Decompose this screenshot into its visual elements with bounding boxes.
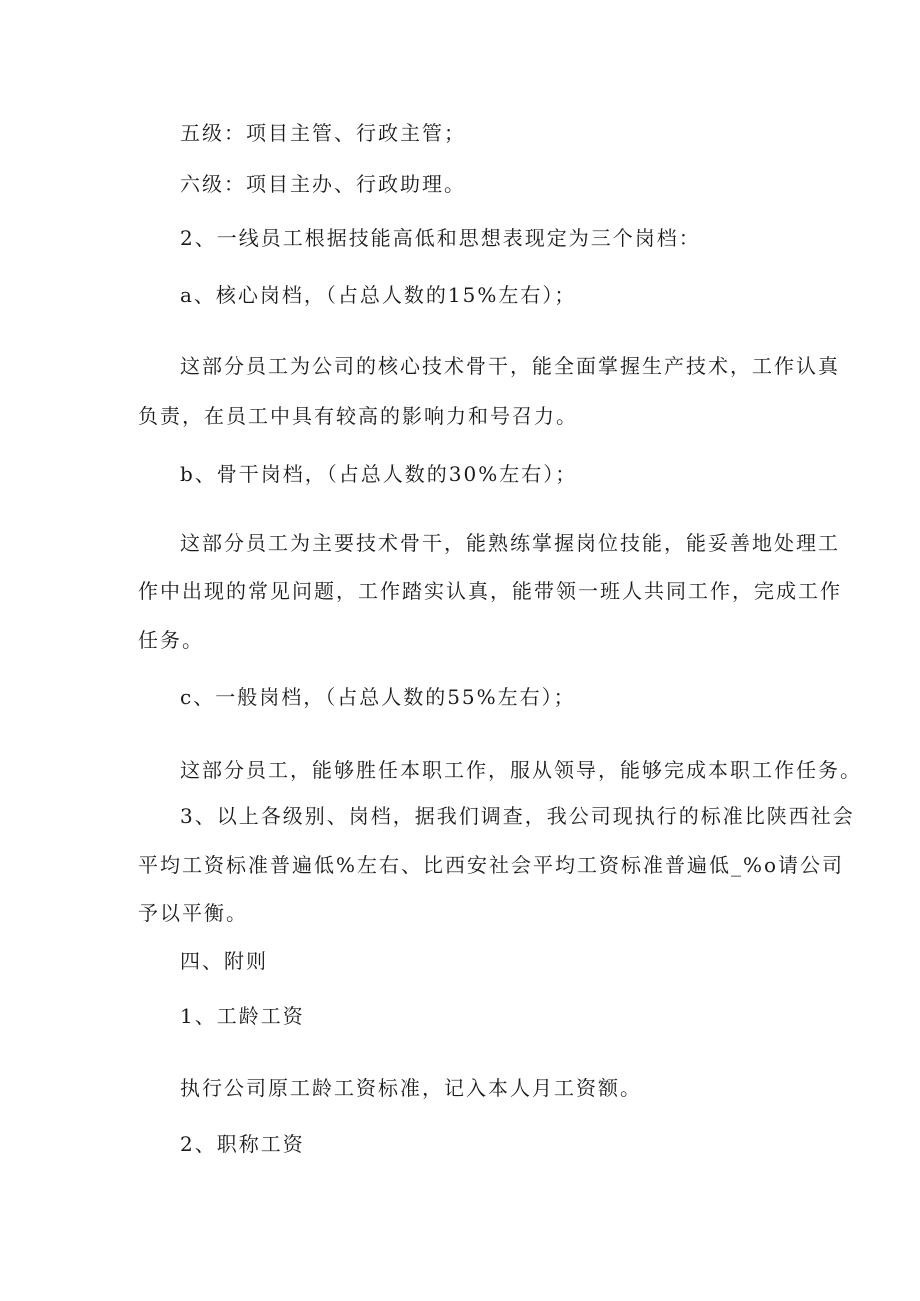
paragraph-survey-line1: 3、以上各级别、岗档，据我们调查，我公司现执行的标准比陕西社会 [180, 804, 855, 828]
paragraph-backbone-tier-heading: b、骨干岗档，（占总人数的30%左右）； [180, 462, 578, 486]
paragraph-backbone-tier-desc-line3: 任务。 [138, 628, 204, 652]
paragraph-level-five: 五级：项目主管、行政主管； [180, 121, 466, 145]
paragraph-level-six: 六级：项目主办、行政助理。 [180, 172, 466, 196]
paragraph-core-tier-desc-line1: 这部分员工为公司的核心技术骨干，能全面掌握生产技术，工作认真 [180, 354, 840, 378]
paragraph-backbone-tier-desc-line1: 这部分员工为主要技术骨干，能熟练掌握岗位技能，能妥善地处理工 [180, 531, 840, 555]
section-heading-appendix: 四、附则 [180, 949, 268, 973]
paragraph-core-tier-heading: a、核心岗档，（占总人数的15%左右）； [180, 283, 577, 307]
subheading-seniority-wage: 1、工龄工资 [180, 1004, 305, 1028]
paragraph-survey-line3: 予以平衡。 [138, 901, 248, 925]
paragraph-survey-line2: 平均工资标准普遍低%左右、比西安社会平均工资标准普遍低_%o请公司 [138, 853, 845, 877]
paragraph-general-tier-heading: c、一般岗档，（占总人数的55%左右）； [180, 685, 576, 709]
paragraph-backbone-tier-desc-line2: 作中出现的常见问题，工作踏实认真，能带领一班人共同工作，完成工作 [138, 579, 842, 603]
paragraph-seniority-wage: 执行公司原工龄工资标准，记入本人月工资额。 [180, 1076, 642, 1100]
paragraph-general-tier-desc: 这部分员工，能够胜任本职工作，服从领导，能够完成本职工作任务。 [180, 758, 862, 782]
subheading-title-wage: 2、职称工资 [180, 1132, 305, 1156]
paragraph-core-tier-desc-line2: 负责，在员工中具有较高的影响力和号召力。 [138, 404, 578, 428]
paragraph-frontline-staff: 2、一线员工根据技能高低和思想表现定为三个岗档： [180, 226, 701, 250]
